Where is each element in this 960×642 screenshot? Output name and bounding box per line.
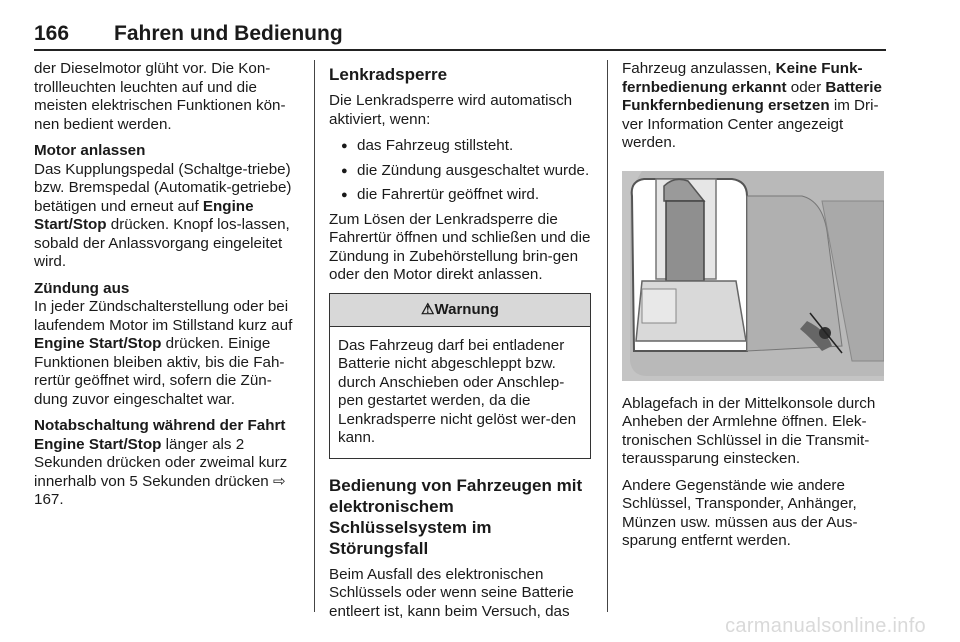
engine-start-stop-label: Engine Start/Stop [34,335,162,352]
engine-start-stop-label: Engine Start/Stop [34,197,254,233]
message-replace-battery: Batterie Funkfernbedienung ersetzen [622,78,882,114]
warning-text: Das Fahrzeug darf bei entladener Batterie nicht abgeschleppt bzw. durch Anschieben oder Anschlep-pen gestartet werden, da die Lenkradsperre nicht gelöst wer-den kann. [338,336,577,446]
watermark: carmanualsonline.info [725,615,926,637]
message-no-remote-detected: Keine Funk-fernbedienung erkannt [622,60,863,96]
engine-start-text: Das Kupplungspedal (Schaltge-triebe) bzw. Bremspedal (Automatik-getriebe) betätigen und erneut auf Engine Start/Stop drücken. Knopf los-lassen, sobald der Anlassvorgang eingeleitet wird. [34,160,292,270]
page-number: 166 [34,22,70,45]
ignition-off-section [34,280,299,410]
engine-start-stop-label: Engine Start/Stop [34,435,162,453]
steering-lock-intro: Die Lenkradsperre wird automatisch aktiviert, wenn: [329,92,573,128]
console-storage-illustration-icon [622,171,884,381]
page-reference-arrow-icon: ⇨ [272,472,286,490]
column-divider-2 [607,60,608,612]
emergency-shutdown-section [34,417,299,510]
figure-caption: Ablagefach in der Mittelkonsole durch Anheben der Armlehne öffnen. Elek-tronischen Schlüssel in die Transmit-teraussparung einstecken. [622,394,876,467]
console-illustration-svg [622,171,884,381]
emergency-shutdown-heading: Notabschaltung während der Fahrt [34,417,286,434]
ignition-off-text: In jeder Zündschalterstellung oder bei laufendem Motor im Stillstand kurz auf Engine Start/Stop drücken. Einige Funktionen bleiben aktiv, bis die Fah-rertür geöffnet wird, sofern die Zün-dung zuvor eingeschaltet war. [34,298,293,408]
list-item: ● die Zündung ausgeschaltet wurde. [329,162,591,181]
column-middle [329,60,591,629]
warning-box [329,293,591,459]
other-items-text: Andere Gegenstände wie andere Schlüssel, Transponder, Anhänger, Münzen usw. müssen aus der Aus-sparung entfernt werden. [622,476,858,549]
page-reference[interactable]: 167. [34,491,64,508]
header-rule [34,49,886,51]
steering-lock-release: Zum Lösen der Lenkradsperre die Fahrertür öffnen und schließen und die Zündung in Zubehörstellung brin-gen oder den Motor direkt anlassen. [329,210,591,283]
warning-header [330,294,590,327]
column-right [622,60,886,559]
chapter-title: Fahren und Bedienung [114,22,343,45]
ignition-off-heading: Zündung aus [34,279,130,297]
engine-start-section [34,142,299,272]
column-divider-1 [314,60,315,612]
intro-paragraph: der Dieselmotor glüht vor. Die Kon-trollleuchten leuchten auf und die meisten elektrischen Funktionen kön-nen bedient werden. [34,60,286,133]
steering-lock-heading: Lenkradsperre [329,65,448,84]
page-header [34,22,884,50]
fault-operation-text: Beim Ausfall des elektronischen Schlüssels oder wenn seine Batterie entleert ist, kann beim Versuch, das [329,565,574,620]
emergency-shutdown-text: Engine Start/Stop länger als 2 Sekunden drücken oder zweimal kurz innerhalb von 5 Sekunden drücken ⇨ 167. [34,435,288,508]
warning-title: Warnung [434,300,499,318]
engine-start-heading: Motor anlassen [34,142,146,159]
list-item: ● die Fahrertür geöffnet wird. [329,186,591,205]
fault-message-text: Fahrzeug anzulassen, Keine Funk-fernbedienung erkannt oder Batterie Funkfernbedienung ersetzen im Dri-ver Information Center angezeigt werden. [622,60,882,151]
warning-triangle-icon: ⚠ [421,300,435,318]
fault-operation-heading: Bedienung von Fahrzeugen mit elektronischem Schlüsselsystem im Störungsfall [329,475,583,558]
steering-lock-conditions [329,137,591,205]
list-item: ● das Fahrzeug stillsteht. [329,137,591,156]
column-left [34,60,299,518]
